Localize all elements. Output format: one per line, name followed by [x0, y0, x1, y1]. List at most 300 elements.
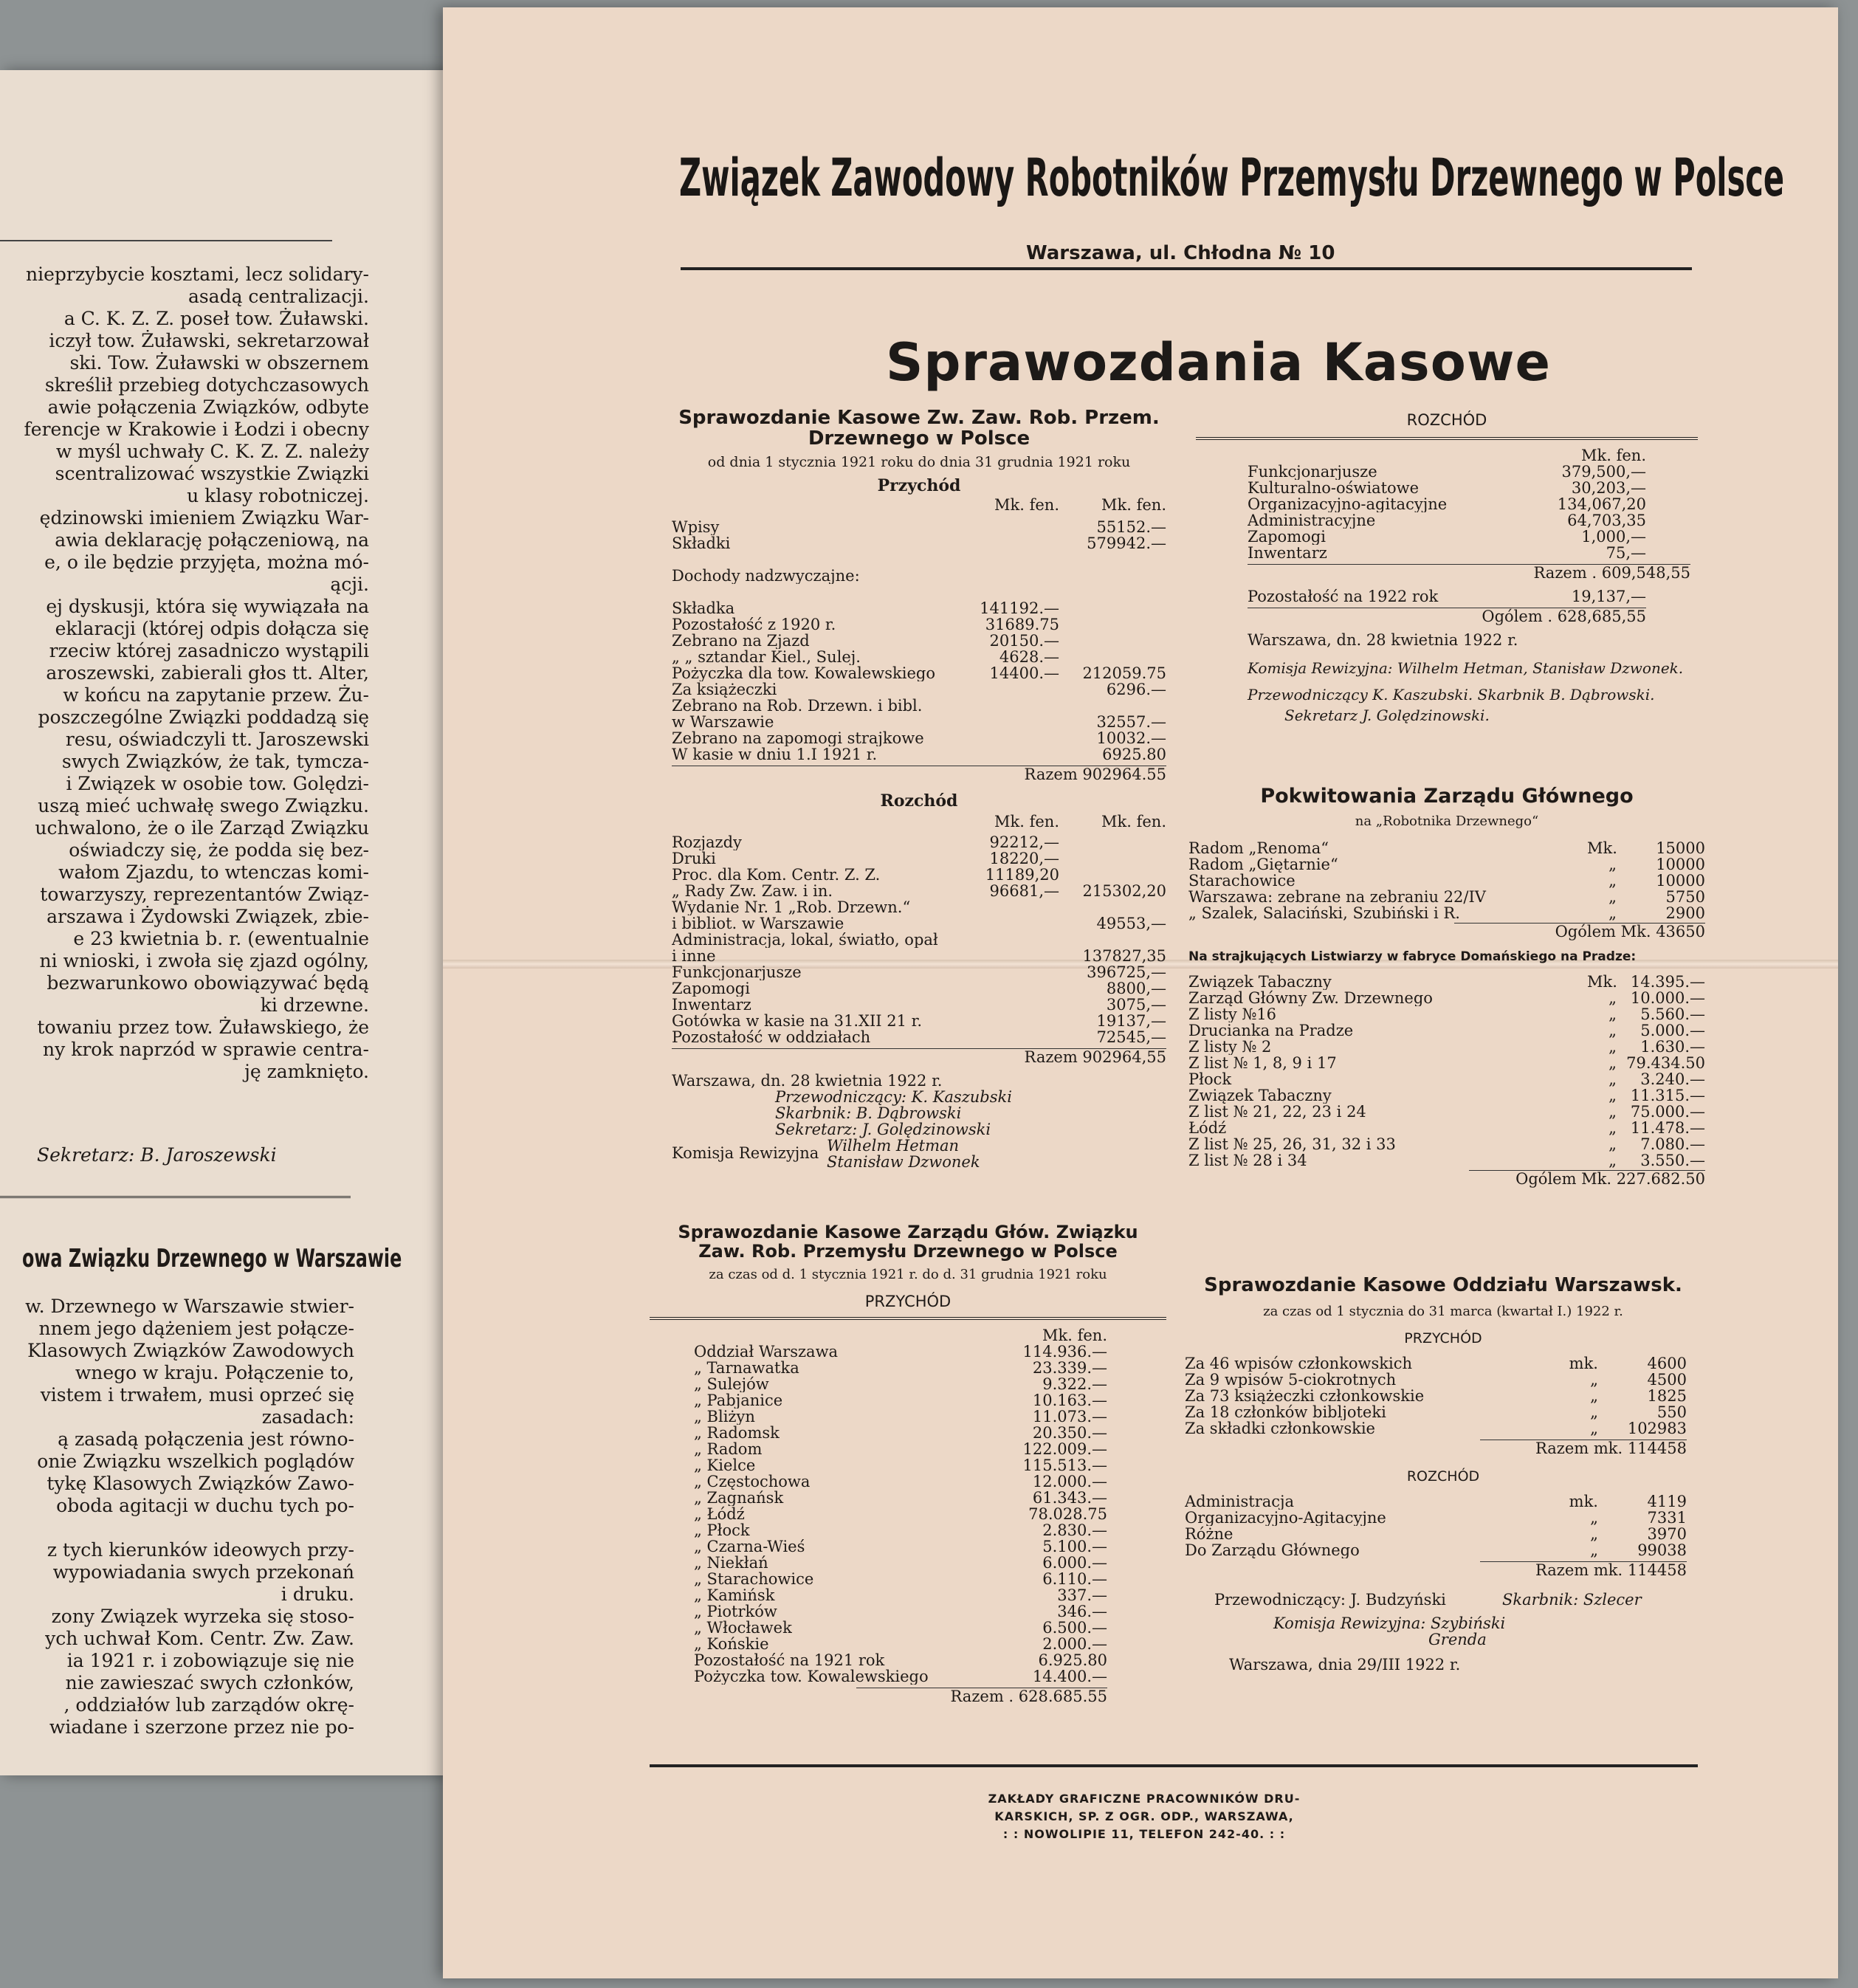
text-line: bezwarunkowo obowiązywać będą [47, 972, 369, 994]
row-amount: 5.560.— [1640, 1005, 1705, 1023]
report2-income-title: PRZYCHÓD [864, 1293, 952, 1310]
report3-expense-total: Razem mk. 114458 [1535, 1561, 1687, 1579]
row-value-2: 3075,— [1106, 996, 1166, 1014]
row-value: 78.028.75 [1028, 1505, 1107, 1523]
row-label: Różne [1185, 1526, 1233, 1542]
row-label: „ Tarnawatka [694, 1360, 799, 1376]
row-label: i bibliot. w Warszawie [672, 915, 844, 932]
text-line: ski. Tow. Żuławski w obszernem [69, 352, 369, 374]
divider [0, 240, 332, 241]
row-value: 11.073.— [1032, 1408, 1107, 1425]
text-line: towaniu przez tow. Żuławskiego, że [37, 1017, 369, 1038]
table-row [672, 997, 1166, 1013]
row-value-1: 14400.— [989, 664, 1059, 682]
row-value: 30,203,— [1571, 479, 1646, 497]
row-label: Oddział Warszawa [694, 1344, 839, 1360]
text-line: ni wnioski, i zwoła się zjazd ogólny, [39, 950, 369, 971]
table-row [1188, 1071, 1705, 1087]
row-label: Administracja [1185, 1493, 1295, 1510]
row-value-2: 579942.— [1087, 534, 1166, 552]
row-label: Administracyjne [1248, 512, 1376, 529]
table-row [694, 1587, 1107, 1603]
row-label: Gotówka w kasie na 31.XII 21 r. [672, 1013, 923, 1029]
text-line [0, 1517, 354, 1539]
table-row [672, 964, 1166, 980]
text-line: i Związek w osobie tow. Golędzi- [66, 773, 369, 794]
row-label: Za składki członkowskie [1185, 1420, 1375, 1437]
text-line: Klasowych Związków Zawodowych [27, 1340, 354, 1361]
table-row [1185, 1388, 1687, 1404]
row-amount: 7.080.— [1640, 1135, 1705, 1153]
row-label: Zarząd Główny Zw. Drzewnego [1188, 990, 1433, 1006]
row-value-2: 6925.80 [1102, 746, 1166, 763]
row-amount: 79.434.50 [1626, 1054, 1705, 1072]
left-text-column [0, 264, 369, 1083]
row-value: 134,067,20 [1557, 495, 1646, 513]
row-label: „ Końskie [694, 1636, 769, 1652]
table-row [1185, 1510, 1687, 1526]
row-label: „ Pabjanice [694, 1392, 783, 1409]
report1-commission-member: Stanisław Dzwonek [827, 1153, 980, 1171]
row-label: „ Sulejów [694, 1376, 769, 1392]
footer-line: KARSKICH, SP. Z OGR. ODP., WARSZAWA, [994, 1809, 1294, 1823]
text-line: ącji. [330, 574, 369, 595]
row-label: Warszawa: zebrane na zebraniu 22/IV [1188, 889, 1486, 905]
row-label: Zebrano na zapomogi strajkowe [672, 730, 924, 746]
report3-commission: Komisja Rewizyjna: Szybiński [1273, 1614, 1506, 1632]
footer-line: ZAKŁADY GRAFICZNE PRACOWNIKÓW DRU- [988, 1792, 1301, 1806]
row-currency: „ [1608, 989, 1617, 1007]
left-page [0, 70, 458, 1775]
table-row [1248, 512, 1646, 529]
row-currency: „ [1608, 1103, 1617, 1121]
row-currency: „ [1590, 1387, 1598, 1405]
row-value-2: 55152.— [1096, 518, 1166, 536]
printer-footer [627, 1790, 1661, 1843]
table-row [694, 1571, 1107, 1587]
table-row [694, 1555, 1107, 1571]
row-value: 10.163.— [1032, 1392, 1107, 1409]
text-line: w myśl uchwały C. K. Z. Z. należy [55, 441, 369, 462]
text-line: zony Związek wyrzeka się stoso- [51, 1606, 354, 1627]
row-label: „ Piotrków [694, 1603, 777, 1620]
row-amount: 4119 [1647, 1493, 1687, 1510]
row-label: Związek Tabaczny [1188, 1087, 1332, 1104]
text-line: iczył tow. Żuławski, sekretarzował [49, 330, 369, 351]
table-row [672, 899, 1166, 915]
row-label: „ Kielce [694, 1457, 756, 1473]
report2 [650, 1224, 1166, 1705]
table-row [1188, 873, 1705, 889]
row-amount: 15000 [1656, 839, 1705, 857]
text-line: ferencje w Krakowie i Łodzi i obecny [24, 419, 369, 440]
text-line: awie połączenia Związków, odbyte [47, 396, 369, 418]
row-label: Dochody nadzwyczajne: [672, 568, 860, 584]
row-label: Płock [1188, 1071, 1232, 1087]
row-value-1: 18220,— [989, 850, 1059, 867]
table-row [672, 633, 1166, 649]
table-row [694, 1603, 1107, 1620]
row-value: 122.009.— [1022, 1440, 1107, 1458]
table-row [1188, 974, 1705, 990]
table-row [1248, 480, 1646, 496]
row-amount: 10000 [1656, 856, 1705, 873]
footer-line: : : NOWOLIPIE 11, TELEFON 242-40. : : [1002, 1827, 1286, 1841]
row-label: „ Płock [694, 1522, 750, 1538]
row-value: 6.500.— [1042, 1619, 1107, 1637]
row-label: „ Starachowice [694, 1571, 814, 1587]
row-label: Z list № 25, 26, 31, 32 i 33 [1188, 1136, 1396, 1152]
table-row [694, 1457, 1107, 1473]
row-value: 14.400.— [1032, 1668, 1107, 1685]
row-label: Wpisy [672, 519, 720, 535]
report1-secretary: Sekretarz: J. Golędzinowski [775, 1121, 991, 1138]
table-row [672, 649, 1166, 665]
row-amount: 3.240.— [1640, 1070, 1705, 1088]
report3-income-title: PRZYCHÓD [1404, 1330, 1482, 1346]
table-row [672, 1013, 1166, 1029]
row-label: „ Szalek, Salaciński, Szubiński i R. [1188, 905, 1460, 921]
col-header: Mk. fen. [1101, 496, 1166, 514]
row-label: „ Zagnańsk [694, 1490, 784, 1506]
right-commission: Komisja Rewizyjna: Wilhelm Hetman, Stanisław Dzwonek. [1248, 659, 1684, 677]
row-currency: „ [1608, 856, 1617, 873]
row-amount: 7331 [1647, 1509, 1687, 1527]
row-label: Z listy № 2 [1188, 1039, 1272, 1055]
table-row [1188, 856, 1705, 873]
report3-expense-rows [1185, 1493, 1687, 1558]
text-line: a C. K. Z. Z. poseł tow. Żuławski. [63, 308, 369, 329]
row-label: „ Bliżyn [694, 1409, 755, 1425]
text-line: ędzinowski imieniem Związku War- [39, 507, 369, 529]
report3-income-rows [1185, 1355, 1687, 1437]
text-line: ki drzewne. [260, 994, 369, 1016]
table-row [1188, 1006, 1705, 1022]
table-row [1248, 545, 1646, 561]
right-chair: Przewodniczący K. Kaszubski. Skarbnik B. Dąbrowski. [1248, 686, 1655, 704]
row-label: Pozostałość z 1920 r. [672, 616, 836, 633]
text-line: w końcu na zapytanie przew. Żu- [63, 684, 369, 706]
report2-period: za czas od d. 1 stycznia 1921 r. do d. 31 grudnia 1921 roku [709, 1267, 1107, 1282]
text-line: i druku. [281, 1583, 354, 1605]
table-row [672, 665, 1166, 681]
text-line: vistem i trwałem, musi oprzeć się [40, 1384, 354, 1406]
text-line: swych Związków, że tak, tymcza- [61, 751, 369, 772]
text-line: wałom Zjazdu, to wtenczas komi- [58, 861, 369, 883]
row-label: Za książeczki [672, 681, 777, 698]
text-line: uchwalono, że o ile Zarząd Związku [35, 817, 369, 839]
table-row [694, 1620, 1107, 1636]
row-currency: „ [1608, 1087, 1617, 1104]
row-value-1: 96681,— [989, 882, 1059, 900]
row-label: „ „ sztandar Kiel., Sulej. [672, 649, 861, 665]
table-row [694, 1425, 1107, 1441]
row-label: „ Czarna-Wieś [694, 1538, 805, 1555]
text-line: ny krok naprzód w sprawie centra- [43, 1039, 369, 1060]
row-amount: 11.478.— [1630, 1119, 1705, 1137]
table-row [694, 1360, 1107, 1376]
table-row [672, 980, 1166, 997]
row-label: Pożyczka dla tow. Kowalewskiego [672, 665, 935, 681]
row-label: Łódź [1188, 1120, 1227, 1136]
receipts-subtitle: na „Robotnika Drzewnego“ [1355, 814, 1539, 829]
text-line: zasadach: [261, 1406, 354, 1428]
row-value-2: 49553,— [1096, 915, 1166, 932]
table-row [694, 1522, 1107, 1538]
table-row [1188, 1136, 1705, 1152]
text-line: aroszewski, zabierali głos tt. Alter, [46, 662, 369, 684]
row-label: Starachowice [1188, 873, 1296, 889]
row-amount: 11.315.— [1630, 1087, 1705, 1104]
row-label: „ Niekłań [694, 1555, 768, 1571]
table-row [1185, 1372, 1687, 1388]
table-row [1188, 1104, 1705, 1120]
text-line: wypowiadania swych przekonań [52, 1561, 354, 1583]
row-currency: mk. [1569, 1493, 1598, 1510]
report2-total: Razem . 628.685.55 [950, 1688, 1107, 1705]
row-label: Do Zarządu Głównego [1185, 1542, 1360, 1558]
main-title: Sprawozdania Kasowe [886, 332, 1551, 393]
text-line: scentralizować wszystkie Związki [55, 463, 369, 484]
row-value-2: 137827,35 [1082, 947, 1166, 965]
row-amount: 4600 [1647, 1355, 1687, 1372]
row-value: 61.343.— [1032, 1489, 1107, 1507]
row-value: 1,000,— [1581, 528, 1646, 546]
row-amount: 4500 [1647, 1371, 1687, 1389]
text-line: onie Związku wszelkich poglądów [37, 1451, 354, 1472]
row-label: Radom „Giętarnie“ [1188, 856, 1338, 873]
row-label: Inwentarz [1248, 545, 1327, 561]
text-line: awia deklarację połączeniową, na [55, 529, 369, 551]
row-value: 64,703,35 [1567, 512, 1646, 529]
row-value: 20.350.— [1032, 1424, 1107, 1442]
table-row [1185, 1404, 1687, 1420]
left-heading: owa Związku Drzewnego w Warszawie [22, 1244, 402, 1273]
row-amount: 102983 [1627, 1420, 1687, 1437]
header-rule [681, 267, 1692, 270]
report3-expense-title: ROZCHÓD [1406, 1468, 1480, 1485]
row-label: Radom „Renoma“ [1188, 840, 1329, 856]
row-value-2: 8800,— [1106, 980, 1166, 997]
table-row [694, 1490, 1107, 1506]
row-label: Za 73 książeczki członkowskie [1185, 1388, 1425, 1404]
table-row [1188, 889, 1705, 905]
row-currency: „ [1608, 1054, 1617, 1072]
text-line: skreślił przebieg dotychczasowych [44, 374, 369, 396]
row-label: Składki [672, 535, 731, 551]
table-row [672, 519, 1166, 535]
report1-title: Sprawozdanie Kasowe Zw. Zaw. Rob. Przem. [678, 407, 1160, 429]
row-amount: 5.000.— [1640, 1022, 1705, 1039]
row-label: Z list № 1, 8, 9 i 17 [1188, 1055, 1337, 1071]
table-row [1188, 1022, 1705, 1039]
table-row [672, 915, 1166, 932]
row-label: Rozjazdy [672, 834, 742, 850]
grand-total: Ogólem . 628,685,55 [1482, 608, 1646, 625]
report1-expense-title: Rozchód [880, 791, 958, 811]
row-label: Zebrano na Zjazd [672, 633, 810, 649]
row-amount: 14.395.— [1630, 973, 1705, 991]
row-label: Administracja, lokal, światło, opał [672, 932, 938, 948]
row-value: 6.110.— [1042, 1570, 1107, 1588]
row-currency: „ [1608, 1005, 1617, 1023]
report3-chair: Przewodniczący: J. Budzyński [1214, 1591, 1446, 1609]
table-row [1188, 1152, 1705, 1169]
row-amount: 3.550.— [1640, 1152, 1705, 1169]
receipts-total: Ogólem Mk. 43650 [1555, 923, 1705, 940]
table-row [694, 1344, 1107, 1360]
divider [0, 1196, 351, 1198]
table-row [672, 681, 1166, 698]
row-amount: 1825 [1647, 1387, 1687, 1405]
row-currency: „ [1608, 888, 1617, 906]
text-line: nie zawieszać swych członków, [65, 1672, 354, 1693]
report1-period: od dnia 1 stycznia 1921 roku do dnia 31 grudnia 1921 roku [707, 454, 1131, 470]
report2-rows [650, 1344, 1107, 1685]
text-line: tykę Klasowych Związków Zawo- [47, 1473, 354, 1494]
table-row [672, 714, 1166, 730]
report3-date: Warszawa, dnia 29/III 1922 r. [1229, 1656, 1461, 1674]
report2-title-2: Zaw. Rob. Przemysłu Drzewnego w Polsce [698, 1241, 1118, 1262]
report3 [1185, 1274, 1702, 1674]
table-row [672, 867, 1166, 883]
report1-income-rows [672, 519, 1166, 763]
table-row [1185, 1355, 1687, 1372]
row-label: Proc. dla Kom. Centr. Z. Z. [672, 867, 881, 883]
row-value: 337.— [1057, 1586, 1107, 1604]
text-line: wnego w kraju. Połączenie to, [75, 1362, 354, 1383]
text-line: ej dyskusji, która się wywiązała na [46, 596, 369, 617]
col-header: Mk. fen. [994, 813, 1059, 830]
org-title: Związek Zawodowy Robotników Przemysłu Drzewnego w Polsce [679, 148, 1785, 208]
row-label: Z list № 21, 22, 23 i 24 [1188, 1104, 1366, 1120]
receipts-title: Pokwitowania Zarządu Głównego [1260, 785, 1634, 808]
report3-commission-2: Grenda [1428, 1631, 1487, 1648]
row-label: Za 18 członków bibljoteki [1185, 1404, 1386, 1420]
row-label: w Warszawie [672, 714, 774, 730]
row-label: Z list № 28 i 34 [1188, 1152, 1307, 1169]
report1-income-total: Razem 902964.55 [1024, 766, 1166, 783]
row-label: „ Łódź [694, 1506, 745, 1522]
row-amount: 550 [1656, 1403, 1687, 1421]
right-date: Warszawa, dn. 28 kwietnia 1922 r. [1248, 631, 1518, 649]
report3-treasurer: Skarbnik: Szlecer [1502, 1591, 1642, 1609]
text-line: ję zamknięto. [244, 1061, 369, 1082]
row-currency: „ [1608, 1119, 1617, 1137]
right-expense-title: ROZCHÓD [1406, 411, 1487, 429]
text-line: towarzyszy, reprezentantów Związ- [40, 884, 369, 905]
table-row [672, 568, 1166, 584]
table-row [1185, 1493, 1687, 1510]
row-value-1: 31689.75 [985, 616, 1059, 633]
text-line: asadą centralizacji. [187, 286, 369, 307]
table-row [694, 1392, 1107, 1409]
row-currency: „ [1608, 904, 1617, 922]
row-label: Zebrano na Rob. Drzewn. i bibl. [672, 698, 923, 714]
org-address: Warszawa, ul. Chłodna № 10 [1026, 242, 1335, 264]
text-line: rzeciw której zasadniczo wystąpili [49, 640, 369, 661]
left-secretary: Sekretarz: B. Jaroszewski [37, 1144, 277, 1166]
remainder-label: Pozostałość na 1922 rok [1248, 588, 1439, 605]
row-value-1: 141192.— [980, 599, 1059, 617]
row-amount: 99038 [1637, 1541, 1687, 1559]
table-row [694, 1668, 1107, 1685]
row-value-2: 6296.— [1106, 681, 1166, 698]
row-value: 2.830.— [1042, 1521, 1107, 1539]
text-line: nnem jego dążeniem jest połącze- [38, 1318, 354, 1339]
row-value-1: 4628.— [999, 648, 1059, 666]
table-row [1185, 1542, 1687, 1558]
receipts [1188, 785, 1705, 1188]
row-label: Funkcjonarjusze [1248, 464, 1377, 480]
row-label: Funkcjonarjusze [672, 964, 802, 980]
report1-commission-label: Komisja Rewizyjna [672, 1144, 819, 1162]
row-amount: 10000 [1656, 872, 1705, 890]
row-label: „ Radomsk [694, 1425, 780, 1441]
row-label: Za 9 wpisów 5-ciokrotnych [1185, 1372, 1397, 1388]
table-row [694, 1652, 1107, 1668]
report1-expense-total: Razem 902964,55 [1024, 1048, 1166, 1066]
text-line: oświadczy się, że podda się bez- [69, 839, 369, 861]
left-text-column-2 [0, 1296, 354, 1738]
text-line: eklaracji (której odpis dołącza się [55, 618, 369, 639]
row-label: Organizacyjno-Agitacyjne [1185, 1510, 1386, 1526]
table-row [1188, 990, 1705, 1006]
row-label: Składka [672, 600, 735, 616]
row-label: Wydanie Nr. 1 „Rob. Drzewn.“ [672, 899, 911, 915]
report3-income-total: Razem mk. 114458 [1535, 1440, 1687, 1457]
table-row [694, 1441, 1107, 1457]
row-currency: „ [1608, 1135, 1617, 1153]
row-label: Organizacyjno-agitacyjne [1248, 496, 1448, 512]
table-row [1188, 1055, 1705, 1071]
row-amount: 75.000.— [1630, 1103, 1705, 1121]
text-line: w. Drzewnego w Warszawie stwier- [25, 1296, 354, 1317]
row-currency: mk. [1569, 1355, 1598, 1372]
row-value-2: 212059.75 [1082, 664, 1166, 682]
text-line: ych uchwał Kom. Centr. Zw. Zaw. [45, 1628, 354, 1649]
row-value-2: 215302,20 [1082, 882, 1166, 900]
row-label: „ Częstochowa [694, 1473, 811, 1490]
table-row [1188, 1120, 1705, 1136]
row-value: 6.925.80 [1038, 1651, 1107, 1669]
report1-title-2: Drzewnego w Polsce [808, 427, 1030, 450]
report3-title: Sprawozdanie Kasowe Oddziału Warszawsk. [1204, 1274, 1682, 1296]
col-header: Mk. fen. [1042, 1327, 1107, 1344]
row-value-1: 11189,20 [985, 866, 1059, 884]
table-row [672, 1029, 1166, 1045]
row-currency: „ [1590, 1403, 1598, 1421]
text-line: arszawa i Żydowski Związek, zbie- [47, 906, 369, 927]
table-row [1248, 496, 1646, 512]
text-line: oboda agitacji w duchu tych po- [56, 1495, 354, 1516]
table-row [1185, 1526, 1687, 1542]
table-row [694, 1538, 1107, 1555]
table-row [694, 1506, 1107, 1522]
text-line: ia 1921 r. i zobowiązuje się nie [66, 1650, 354, 1671]
remainder-value: 19,137,— [1571, 588, 1646, 605]
table-row [1188, 1087, 1705, 1104]
table-row [1248, 529, 1646, 545]
row-value-2: 72545,— [1096, 1028, 1166, 1046]
row-amount: 1.630.— [1640, 1038, 1705, 1056]
row-label: Inwentarz [672, 997, 751, 1013]
row-label: Druki [672, 850, 716, 867]
row-label: Zapomogi [1248, 529, 1326, 545]
row-value: 12.000.— [1032, 1473, 1107, 1490]
row-label: Drucianka na Pradze [1188, 1022, 1354, 1039]
text-line: , oddziałów lub zarządów okrę- [63, 1694, 354, 1716]
